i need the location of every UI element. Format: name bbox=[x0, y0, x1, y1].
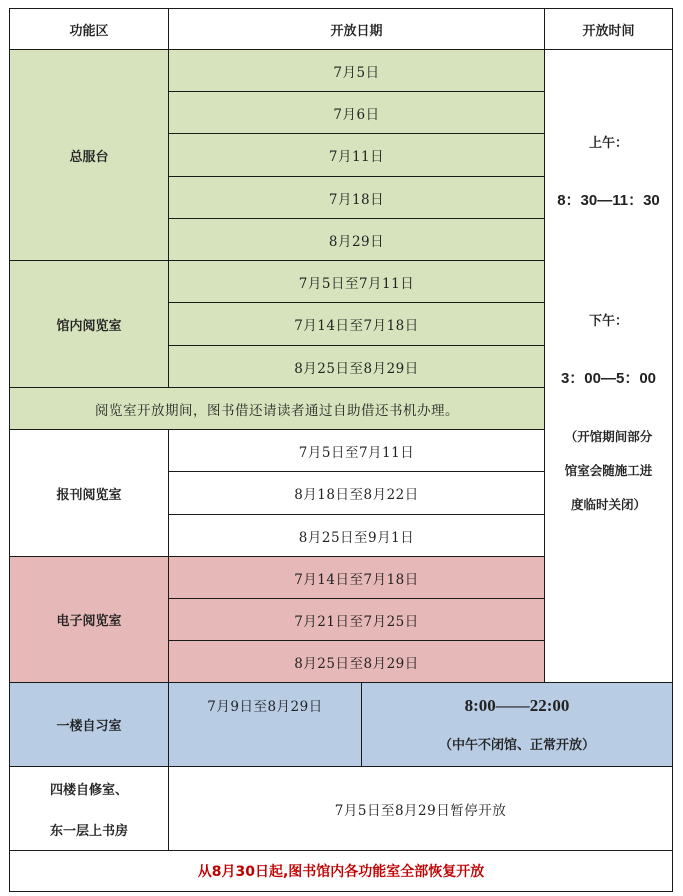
morning-hours: 8：30—11：30 bbox=[557, 192, 660, 209]
morning-label: 上午： bbox=[588, 136, 628, 151]
zone-study-room: 一楼自习室 bbox=[9, 682, 169, 767]
date-row: 7月14日至7月18日 bbox=[168, 302, 545, 346]
study-room-hours: 8:00——22:00 bbox=[464, 696, 570, 715]
date-row: 8月29日 bbox=[168, 218, 545, 261]
zone-periodical-room: 报刊阅览室 bbox=[9, 429, 169, 557]
header-area: 功能区 bbox=[9, 8, 169, 50]
date-row: 7月21日至7月25日 bbox=[168, 598, 545, 641]
date-row: 7月11日 bbox=[168, 133, 545, 177]
self-study-name-line1: 四楼自修室、 bbox=[49, 782, 128, 798]
afternoon-label: 下午： bbox=[588, 314, 628, 329]
date-row: 7月14日至7月18日 bbox=[168, 556, 545, 599]
header-hours: 开放时间 bbox=[544, 8, 673, 50]
opening-hours-cell bbox=[544, 49, 673, 683]
date-row: 8月25日至8月29日 bbox=[168, 345, 545, 388]
afternoon-hours: 3：00—5：00 bbox=[560, 370, 657, 387]
date-row: 7月6日 bbox=[168, 91, 545, 134]
zone-e-reading-room: 电子阅览室 bbox=[9, 556, 169, 683]
hours-note-line2: 馆室会随施工进 bbox=[564, 463, 653, 478]
zone-general-desk: 总服台 bbox=[9, 49, 169, 261]
hours-note-line3: 度临时关闭） bbox=[570, 497, 646, 512]
date-row: 8月25日至8月29日 bbox=[168, 640, 545, 683]
date-row: 7月5日至7月11日 bbox=[168, 260, 545, 303]
self-study-name-line2: 东一层上书房 bbox=[49, 823, 128, 839]
zone-self-study bbox=[9, 766, 169, 851]
date-row: 8月25日至9月1日 bbox=[168, 514, 545, 557]
zone-reading-room: 馆内阅览室 bbox=[9, 260, 169, 388]
study-room-dates: 7月9日至8月29日 bbox=[168, 682, 362, 767]
study-room-hours-cell bbox=[361, 682, 673, 767]
header-dates: 开放日期 bbox=[168, 8, 545, 50]
reading-room-note: 阅览室开放期间，图书借还请读者通过自助借还书机办理。 bbox=[9, 387, 545, 430]
reopen-notice: 从8月30日起,图书馆内各功能室全部恢复开放 bbox=[9, 850, 673, 892]
hours-note-line1: （开馆期间部分 bbox=[564, 429, 653, 444]
date-row: 8月18日至8月22日 bbox=[168, 471, 545, 515]
self-study-dates: 7月5日至8月29日暂停开放 bbox=[168, 766, 673, 851]
date-row: 7月5日至7月11日 bbox=[168, 429, 545, 472]
date-row: 7月18日 bbox=[168, 176, 545, 219]
date-row: 7月5日 bbox=[168, 49, 545, 92]
study-room-hours-note: （中午不闭馆、正常开放） bbox=[438, 738, 595, 753]
